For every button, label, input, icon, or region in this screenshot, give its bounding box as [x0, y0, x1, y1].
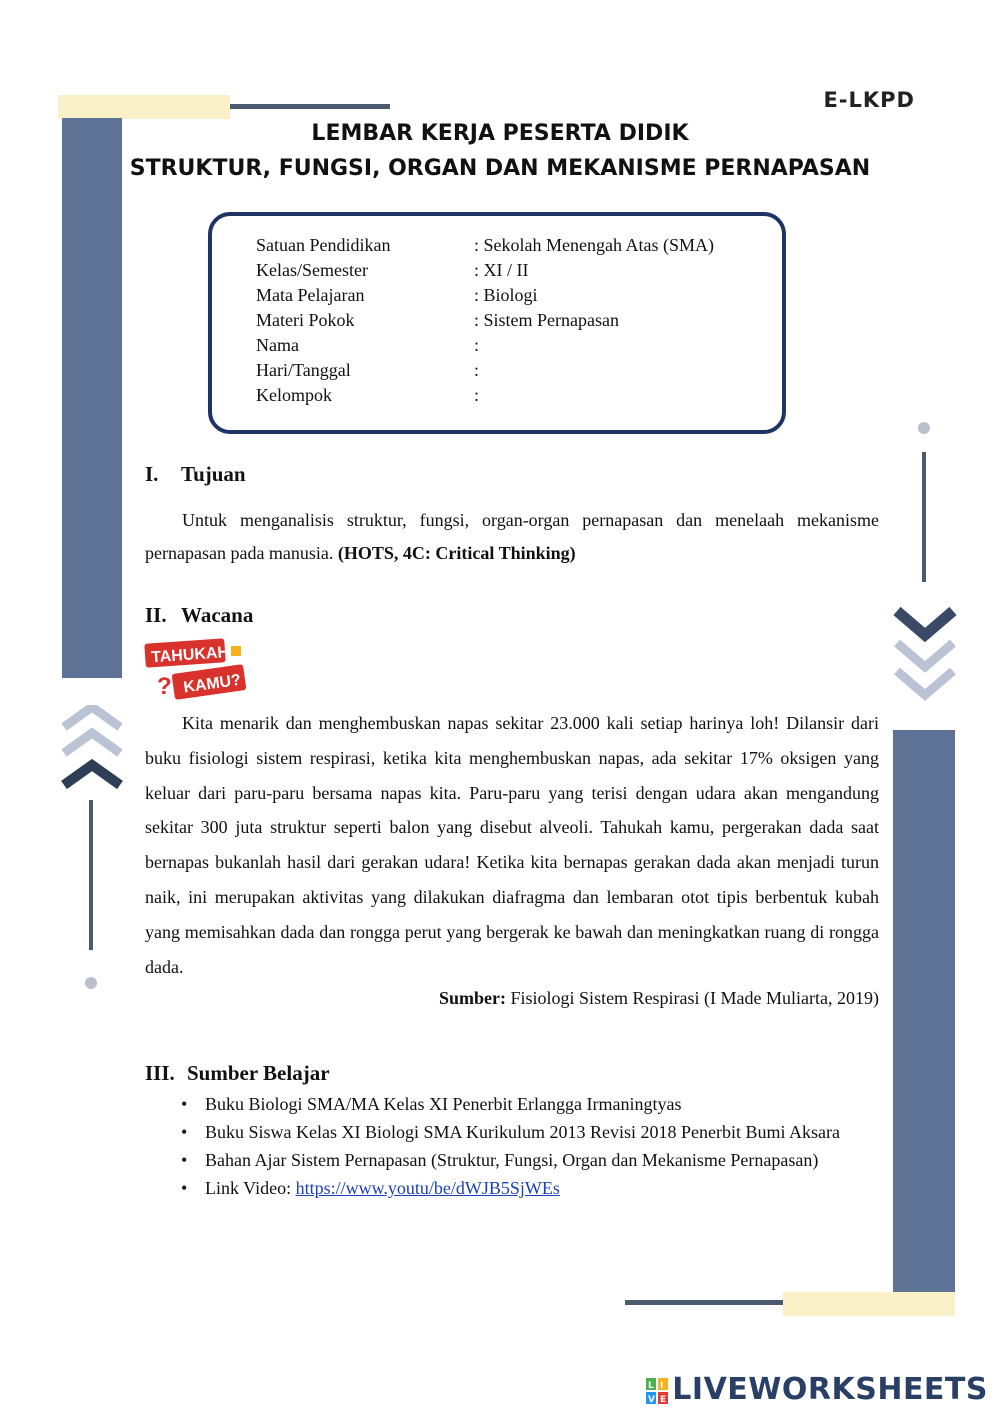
bullet: •: [181, 1178, 188, 1198]
video-link[interactable]: https://www.youtu/be/dWJB5SjWEs: [295, 1178, 560, 1198]
badge-text-kamu: KAMU?: [182, 671, 242, 697]
info-row-tanggal: [256, 358, 714, 383]
decor-line-left: [89, 800, 93, 950]
section-number: II.: [145, 603, 167, 627]
bullet: •: [181, 1094, 188, 1114]
tujuan-paragraph: [145, 504, 879, 570]
sumber-list: [177, 1091, 879, 1203]
e-lkpd-tag: E-LKPD: [823, 88, 915, 112]
info-row-nama: [256, 333, 714, 358]
decor-chevrons-left: [60, 705, 124, 815]
badge-text-tahukah: TAHUKAH: [150, 643, 230, 667]
liveworksheets-footer: [646, 1372, 988, 1407]
bullet: •: [181, 1150, 188, 1170]
list-item: [177, 1147, 879, 1173]
tahukah-kamu-badge: [143, 638, 253, 704]
decor-line-top: [230, 104, 390, 109]
info-value-nama[interactable]: :: [474, 335, 480, 355]
footer-brand: LIVEWORKSHEETS: [672, 1372, 988, 1407]
info-value: : XI / II: [474, 260, 529, 280]
section-number: I.: [145, 462, 159, 486]
section-sumber-heading: [145, 1061, 330, 1086]
list-item-video: [177, 1175, 879, 1201]
info-row-materi: [256, 308, 714, 333]
page-title: LEMBAR KERJA PESERTA DIDIK: [311, 121, 689, 146]
info-label: Satuan Pendidikan: [256, 235, 391, 255]
info-label: Materi Pokok: [256, 310, 355, 330]
info-row-kelas: [256, 258, 714, 283]
source-text: Fisiologi Sistem Respirasi (I Made Muliarta, 2019): [510, 988, 879, 1008]
svg-text:E: E: [660, 1394, 667, 1404]
decor-yellow-bar-bottom: [783, 1292, 955, 1316]
svg-text:V: V: [648, 1394, 656, 1404]
section-title: Tujuan: [181, 462, 246, 486]
list-item-text: Buku Siswa Kelas XI Biologi SMA Kurikulum 2013 Revisi 2018 Penerbit Bumi Aksara: [205, 1122, 840, 1142]
svg-text:I: I: [660, 1380, 665, 1391]
info-value: : Biologi: [474, 285, 538, 305]
tujuan-text: Untuk menganalisis struktur, fungsi, organ-organ pernapasan dan menelaah mekanisme pernapasan pada manusia.: [145, 510, 879, 563]
wacana-source: [439, 988, 879, 1009]
decor-chevrons-right: [893, 605, 957, 735]
info-label: Mata Pelajaran: [256, 285, 365, 305]
badge-accent: [231, 646, 241, 656]
list-item: [177, 1119, 879, 1145]
info-value-tanggal[interactable]: :: [474, 360, 480, 380]
info-value: : Sistem Pernapasan: [474, 310, 619, 330]
info-label: Hari/Tanggal: [256, 360, 351, 380]
decor-line-bottom: [625, 1300, 785, 1305]
decor-dot-right: [918, 422, 930, 434]
info-value: : Sekolah Menengah Atas (SMA): [474, 235, 714, 255]
identity-box: [208, 212, 786, 434]
section-tujuan-heading: [145, 462, 246, 487]
svg-text:L: L: [648, 1380, 655, 1391]
wacana-paragraph: Kita menarik dan menghembuskan napas sekitar 23.000 kali setiap harinya loh! Dilansir dari buku fisiologi sistem respirasi, ketika kita menghembuskan napas, ada sekitar 17% oksigen yang keluar dari paru-paru bersama napas kita. Paru-paru yang terisi dengan udara akan mengandung sekitar 300 juta struktur seperti balon yang disebut alveoli. Tahukah kamu, pergerakan dada saat bernapas bukanlah hasil dari gerakan udara! Ketika kita bernapas gerakan dada akan menjadi turun naik, ini merupakan aktivitas yang dilakukan diafragma dan lembaran otot tipis berbentuk kubah yang memisahkan dada dan rongga perut yang bergerak ke bawah dan meningkatkan ruang di rongga dada.: [145, 713, 879, 977]
video-label: Link Video:: [205, 1178, 292, 1198]
info-row-mapel: [256, 283, 714, 308]
liveworksheets-logo-icon: [646, 1378, 668, 1404]
info-value-kelompok[interactable]: :: [474, 385, 480, 405]
list-item: [177, 1091, 879, 1117]
list-item-text: Bahan Ajar Sistem Pernapasan (Struktur, Fungsi, Organ dan Mekanisme Pernapasan): [205, 1150, 819, 1170]
decor-line-right: [922, 452, 926, 582]
decor-yellow-bar-top: [58, 95, 230, 119]
bullet: •: [181, 1122, 188, 1142]
section-wacana-heading: [145, 603, 253, 628]
tahukah-kamu-graphic: [143, 638, 253, 704]
tujuan-hots-label: (HOTS, 4C: Critical Thinking): [337, 543, 576, 563]
info-row-kelompok: [256, 383, 714, 408]
decor-dot-left: [85, 977, 97, 989]
source-label: Sumber:: [439, 988, 507, 1008]
badge-question-mark: ?: [157, 673, 172, 700]
info-label: Nama: [256, 335, 299, 355]
list-item-text: Buku Biologi SMA/MA Kelas XI Penerbit Erlangga Irmaningtyas: [205, 1094, 682, 1114]
page-subtitle: STRUKTUR, FUNGSI, ORGAN DAN MEKANISME PERNAPASAN: [129, 156, 871, 181]
decor-band-right: [893, 730, 955, 1292]
info-row-satuan: [256, 233, 714, 258]
section-number: III.: [145, 1061, 175, 1085]
decor-band-left: [62, 118, 122, 678]
section-title: Sumber Belajar: [187, 1061, 330, 1085]
info-label: Kelas/Semester: [256, 260, 368, 280]
info-label: Kelompok: [256, 385, 332, 405]
section-title: Wacana: [181, 603, 254, 627]
